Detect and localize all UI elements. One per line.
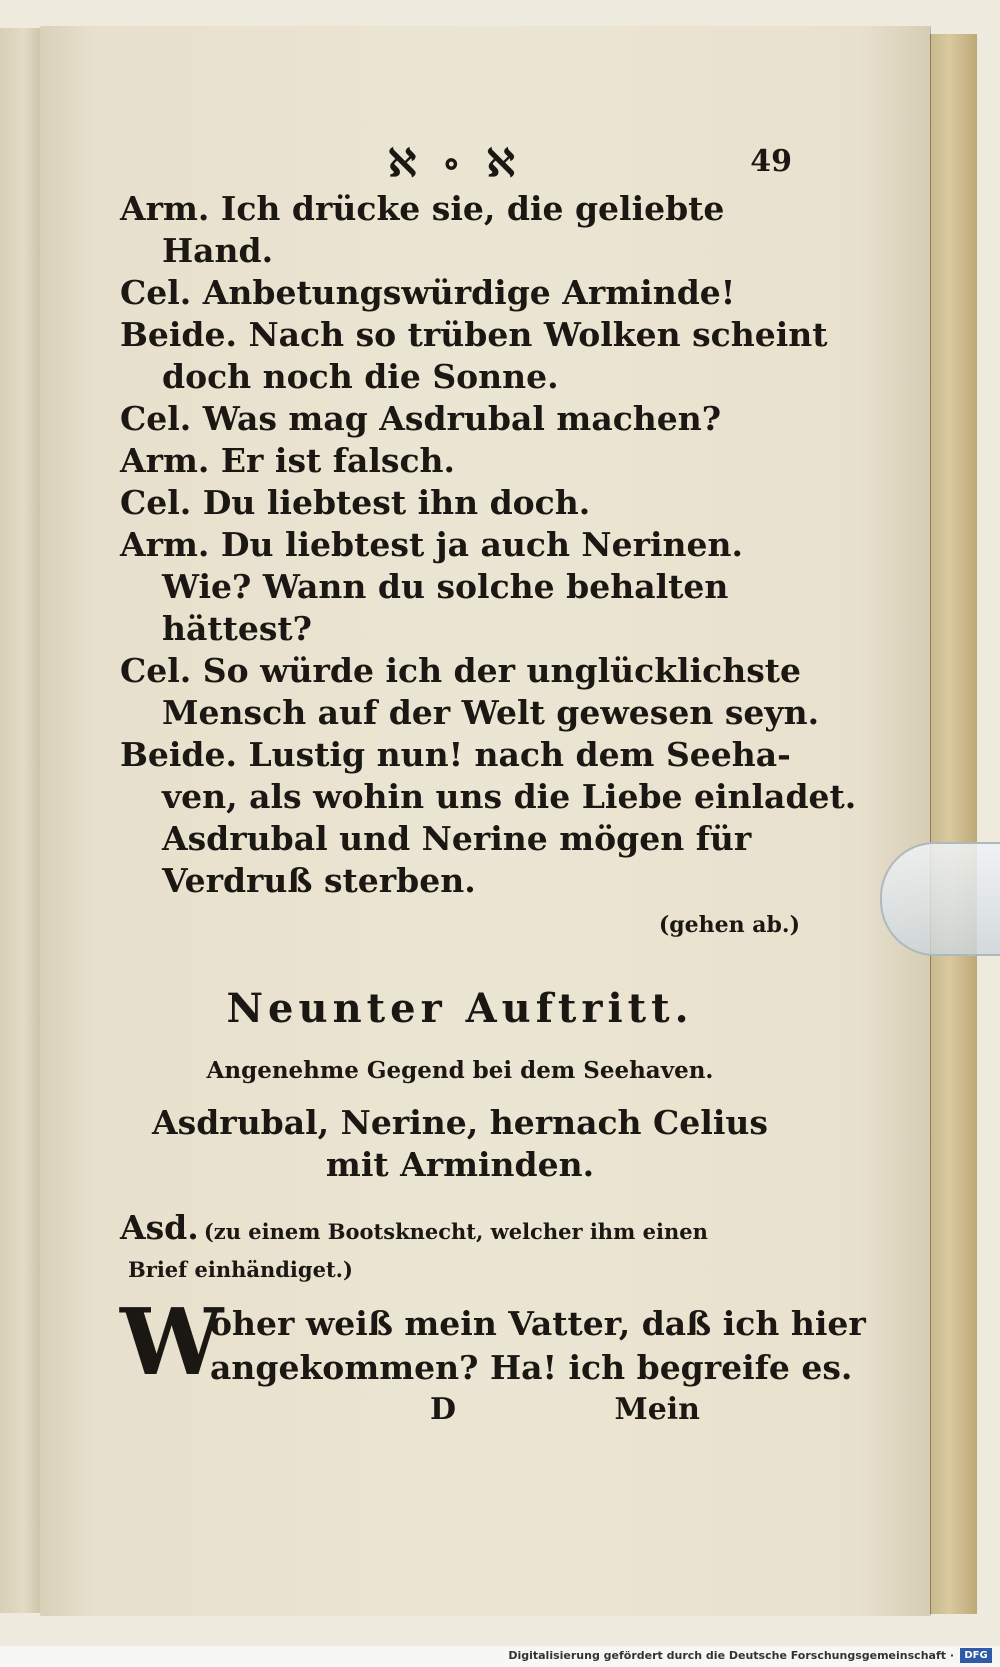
dialogue-line: Beide. Lustig nun! nach dem Seeha-: [120, 735, 791, 774]
dfg-logo: DFG: [960, 1648, 992, 1663]
dialogue-line: Cel. So würde ich der unglücklichste: [120, 651, 802, 690]
dialogue-line: Arm. Du liebtest ja auch Nerinen.: [120, 525, 743, 564]
running-header: [120, 140, 800, 188]
header-ornament: ℵ ∘ ℵ: [388, 140, 521, 185]
dialogue-line: Cel. Du liebtest ihn doch.: [120, 483, 591, 522]
speech-paragraph: [120, 1288, 866, 1396]
page-stack-edge: [930, 34, 977, 1614]
speech-heading: [120, 1208, 800, 1254]
stage-direction-aside: (zu einem Bootsknecht, welcher ihm einen: [203, 1219, 708, 1244]
dialogue-line: hättest?: [162, 609, 313, 648]
catchword: Mein: [614, 1392, 700, 1427]
dialogue-line: ven, als wohin uns die Liebe einladet.: [162, 777, 857, 816]
characters-line: Asdrubal, Nerine, hernach Celius: [152, 1103, 768, 1142]
dialogue-line: Verdruß sterben.: [162, 861, 476, 900]
stage-direction-exit: (gehen ab.): [658, 912, 800, 938]
dialogue-line: Mensch auf der Welt gewesen seyn.: [162, 693, 820, 732]
left-page-edge: [0, 28, 42, 1613]
speech-line: oher weiß mein Vatter, daß ich hier: [210, 1304, 866, 1343]
scene-characters: [120, 1102, 800, 1186]
speech-line: angekommen? Ha! ich begreife es.: [210, 1348, 853, 1387]
speaker-name: Asd.: [120, 1208, 199, 1247]
digitization-credit: Digitalisierung gefördert durch die Deutsche Forschungsgemeinschaft ·: [508, 1649, 954, 1662]
dialogue-line: doch noch die Sonne.: [162, 357, 559, 396]
dialogue-line: Asdrubal und Nerine mögen für: [162, 819, 752, 858]
dialogue-line: Arm. Er ist falsch.: [120, 441, 456, 480]
dialogue-line: Wie? Wann du solche behalten: [162, 567, 729, 606]
dialogue-line: Arm. Ich drücke sie, die geliebte: [120, 189, 725, 228]
scene-title: Neunter Auftritt.: [226, 985, 694, 1032]
dialogue-line: Cel. Anbetungswürdige Arminde!: [120, 273, 736, 312]
dialogue-line: Hand.: [162, 231, 274, 270]
characters-line: mit Arminden.: [325, 1145, 595, 1184]
dialogue-line: Beide. Nach so trüben Wolken scheint: [120, 315, 828, 354]
signature-mark: D: [430, 1392, 457, 1427]
page-footer: [120, 1392, 800, 1436]
page-text: [120, 140, 866, 1436]
scene-setting: Angenehme Gegend bei dem Seehaven.: [206, 1057, 714, 1084]
page-number: 49: [750, 144, 792, 179]
page-clip: [880, 842, 1000, 956]
stage-direction-aside-cont: Brief einhändiget.): [128, 1257, 353, 1282]
drop-cap: W: [120, 1288, 224, 1396]
dialogue-line: Cel. Was mag Asdrubal machen?: [120, 399, 722, 438]
